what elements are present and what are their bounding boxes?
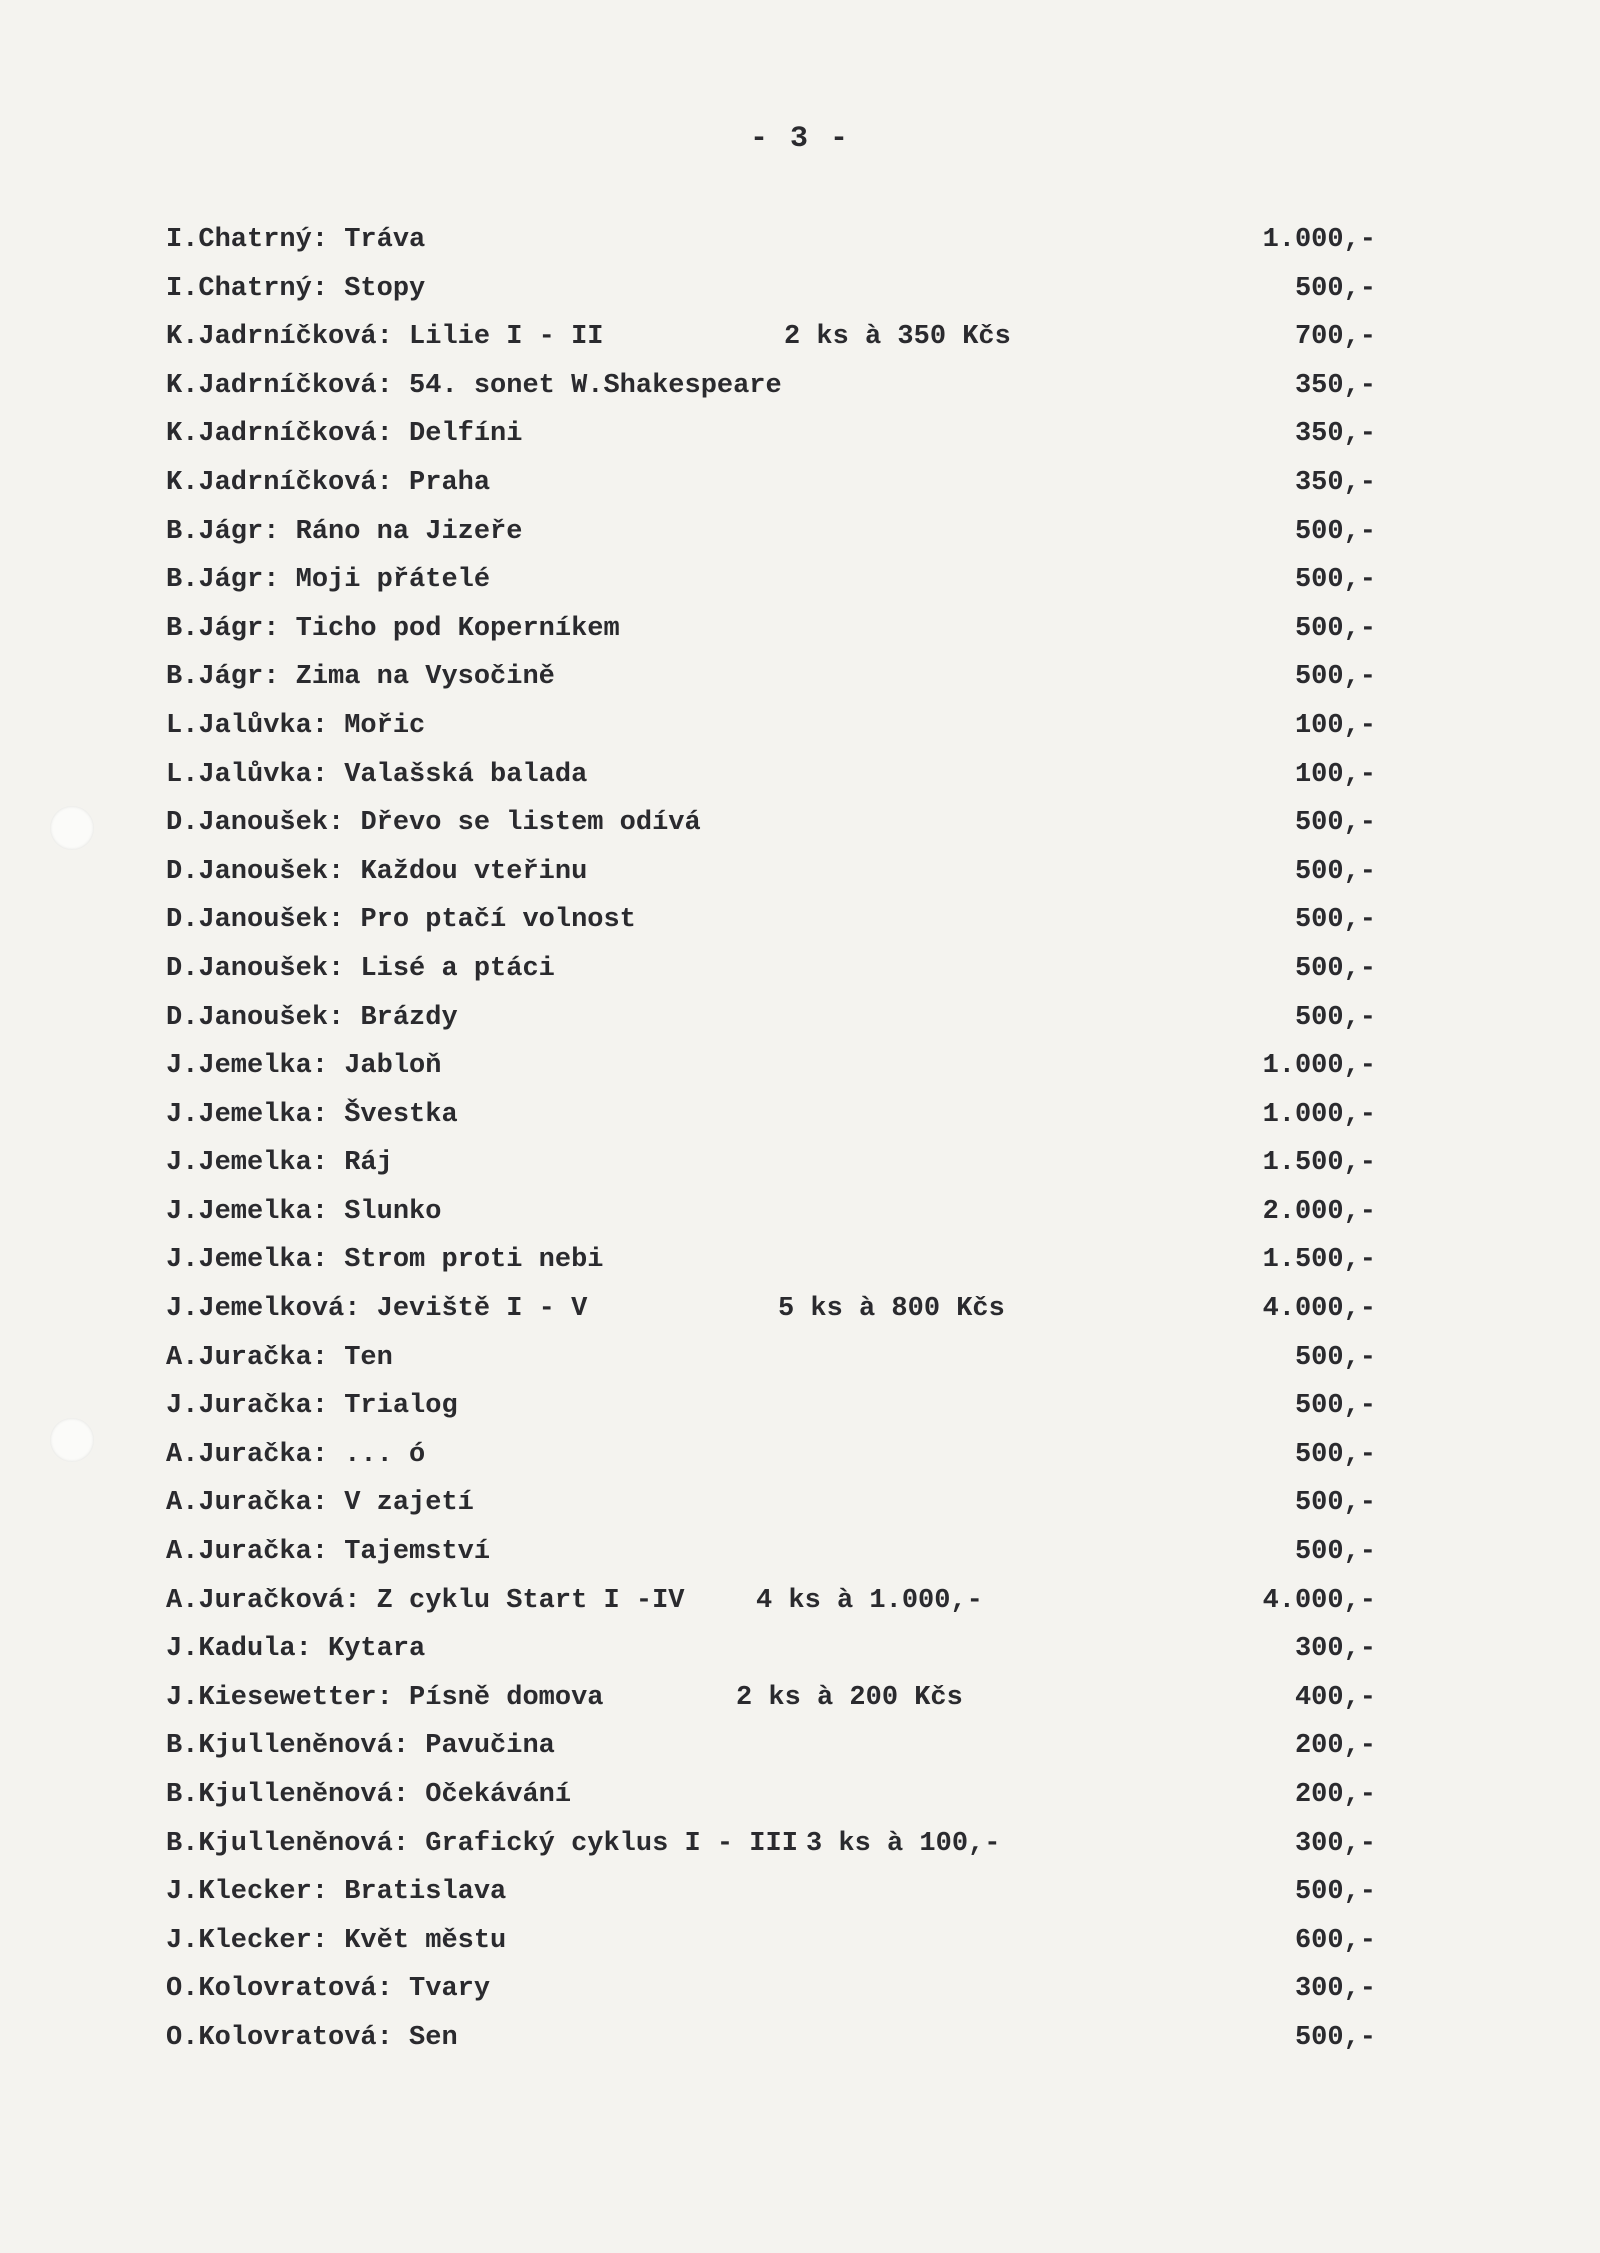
artist-name: J.Jemelka: <box>166 1051 345 1082</box>
list-item <box>166 1042 1376 1091</box>
artwork-title: Květ městu <box>344 1925 507 1956</box>
list-item <box>166 1577 1376 1626</box>
artwork-title: Trialog <box>344 1391 458 1422</box>
artwork-title: Jabloň <box>344 1051 442 1082</box>
price-value: 1.000,- <box>1262 1099 1376 1130</box>
list-item <box>166 1528 1376 1577</box>
artist-name: B.Jágr: <box>166 565 296 596</box>
list-item <box>166 1139 1376 1188</box>
artwork-title: Očekávání <box>425 1780 572 1810</box>
artist-name: J.Jemelka: <box>166 1196 345 1227</box>
list-item <box>166 653 1376 702</box>
artist-name: D.Janoušek: <box>166 808 361 839</box>
price-value: 4.000,- <box>1262 1585 1376 1616</box>
artist-name: A.Juračka: <box>166 1488 345 1519</box>
price-value: 1.500,- <box>1262 1148 1376 1179</box>
artwork-title: Delfíni <box>409 419 523 450</box>
artist-name: J.Jemelka: <box>166 1099 345 1130</box>
quantity-note: 2 ks à 350 Kčs <box>784 322 1011 353</box>
price-list <box>166 216 1376 2063</box>
price-value: 300,- <box>1294 1828 1376 1859</box>
list-item <box>166 994 1376 1043</box>
list-item <box>166 1722 1376 1771</box>
artist-name: K.Jadrníčková: <box>166 322 410 353</box>
artwork-title: Z cyklu Start I -IV <box>376 1585 685 1616</box>
artist-name: L.Jalůvka: <box>166 710 345 741</box>
list-item <box>166 1965 1376 2014</box>
artist-name: A.Juračka: <box>166 1439 345 1470</box>
artwork-title: Strom proti nebi <box>344 1245 604 1276</box>
punch-hole-mark <box>50 1418 94 1462</box>
artwork-title: Pro ptačí volnost <box>360 905 636 936</box>
artwork-title: V zajetí <box>344 1488 474 1519</box>
price-value: 500,- <box>1294 516 1376 547</box>
artwork-title: Sen <box>409 2022 458 2053</box>
artwork-title: Grafický cyklus I - III <box>425 1828 798 1859</box>
list-item <box>166 896 1376 945</box>
list-item <box>166 2014 1376 2063</box>
list-item <box>166 1431 1376 1480</box>
price-value: 500,- <box>1294 953 1376 984</box>
list-item <box>166 702 1376 751</box>
price-value: 1.500,- <box>1262 1245 1376 1276</box>
price-value: 500,- <box>1294 1391 1376 1422</box>
artist-name: J.Kadula: <box>166 1634 329 1665</box>
artist-name: J.Jemelka: <box>166 1148 345 1179</box>
artist-name: B.Jágr: <box>166 662 296 693</box>
artist-name: O.Kolovratová: <box>166 1974 410 2005</box>
price-value: 600,- <box>1294 1925 1376 1956</box>
list-item <box>166 1382 1376 1431</box>
list-item <box>166 265 1376 314</box>
price-value: 100,- <box>1294 759 1376 790</box>
list-item <box>166 313 1376 362</box>
list-item <box>166 605 1376 654</box>
list-item <box>166 1674 1376 1723</box>
artwork-title: Praha <box>409 467 491 498</box>
artist-name: B.Kjulleněnová: <box>166 1731 426 1762</box>
price-value: 400,- <box>1294 1682 1376 1713</box>
artwork-title: Mořic <box>344 710 426 741</box>
artwork-title: Švestka <box>344 1099 458 1130</box>
artwork-title: Ráj <box>344 1148 393 1179</box>
price-value: 500,- <box>1294 1002 1376 1033</box>
list-item <box>166 1820 1376 1869</box>
artwork-title: Moji přátelé <box>295 565 491 596</box>
artist-name: I.Chatrný: <box>166 273 345 304</box>
artwork-title: Tráva <box>344 225 426 255</box>
price-value: 500,- <box>1294 1877 1376 1908</box>
artwork-title: Stopy <box>344 273 426 304</box>
artwork-title: Jeviště I - V <box>376 1294 588 1325</box>
artwork-title: Ticho pod Koperníkem <box>295 613 620 644</box>
price-value: 350,- <box>1294 370 1376 401</box>
price-value: 4.000,- <box>1262 1294 1376 1325</box>
price-value: 500,- <box>1294 1488 1376 1519</box>
artwork-title: Brázdy <box>360 1002 458 1033</box>
list-item <box>166 508 1376 557</box>
artist-name: A.Juračková: <box>166 1585 377 1616</box>
price-value: 350,- <box>1294 419 1376 450</box>
price-value: 1.000,- <box>1262 1051 1376 1082</box>
artwork-title: Pavučina <box>425 1731 555 1762</box>
artwork-title: Ráno na Jizeře <box>295 516 523 547</box>
list-item <box>166 1236 1376 1285</box>
quantity-note: 4 ks à 1.000,- <box>756 1585 983 1616</box>
artwork-title: Bratislava <box>344 1877 507 1908</box>
artist-name: K.Jadrníčková: <box>166 419 410 450</box>
artwork-title: Kytara <box>328 1634 426 1665</box>
price-value: 500,- <box>1294 808 1376 839</box>
list-item <box>166 799 1376 848</box>
artist-name: L.Jalůvka: <box>166 759 345 790</box>
price-value: 300,- <box>1294 1974 1376 2005</box>
artist-name: A.Juračka: <box>166 1537 345 1568</box>
list-item <box>166 362 1376 411</box>
artist-name: J.Juračka: <box>166 1391 345 1422</box>
list-item <box>166 848 1376 897</box>
price-value: 500,- <box>1294 613 1376 644</box>
artwork-title: ... ó <box>344 1439 426 1470</box>
list-item <box>166 556 1376 605</box>
price-value: 200,- <box>1294 1780 1376 1810</box>
artist-name: I.Chatrný: <box>166 225 345 255</box>
artwork-title: 54. sonet W.Shakespeare <box>409 370 782 401</box>
list-item <box>166 1917 1376 1966</box>
price-value: 500,- <box>1294 905 1376 936</box>
price-value: 300,- <box>1294 1634 1376 1665</box>
list-item <box>166 945 1376 994</box>
artwork-title: Slunko <box>344 1196 442 1227</box>
artwork-title: Lisé a ptáci <box>360 953 555 984</box>
price-value: 500,- <box>1294 565 1376 596</box>
price-value: 500,- <box>1294 856 1376 887</box>
price-value: 350,- <box>1294 467 1376 498</box>
list-item <box>166 1868 1376 1917</box>
price-value: 2.000,- <box>1262 1196 1376 1227</box>
list-item <box>166 1188 1376 1237</box>
price-value: 100,- <box>1294 710 1376 741</box>
price-value: 200,- <box>1294 1731 1376 1762</box>
artist-name: D.Janoušek: <box>166 1002 361 1033</box>
artist-name: B.Kjulleněnová: <box>166 1828 426 1859</box>
price-value: 500,- <box>1294 1439 1376 1470</box>
artist-name: D.Janoušek: <box>166 953 361 984</box>
artist-name: B.Jágr: <box>166 516 296 547</box>
artwork-title: Tajemství <box>344 1537 491 1568</box>
list-item <box>166 1479 1376 1528</box>
price-value: 500,- <box>1294 273 1376 304</box>
punch-hole-mark <box>50 806 94 850</box>
artwork-title: Ten <box>344 1342 393 1373</box>
list-item <box>166 410 1376 459</box>
price-value: 700,- <box>1294 322 1376 353</box>
artwork-title: Každou vteřinu <box>360 856 588 887</box>
price-value: 500,- <box>1294 1342 1376 1373</box>
artwork-title: Dřevo se listem odívá <box>360 808 701 839</box>
list-item <box>166 1771 1376 1820</box>
artwork-title: Valašská balada <box>344 759 588 790</box>
price-value: 500,- <box>1294 1537 1376 1568</box>
artist-name: J.Kiesewetter: <box>166 1682 410 1713</box>
artwork-title: Písně domova <box>409 1682 604 1713</box>
quantity-note: 5 ks à 800 Kčs <box>778 1294 1005 1325</box>
list-item <box>166 1334 1376 1383</box>
list-item <box>166 459 1376 508</box>
artist-name: B.Jágr: <box>166 613 296 644</box>
artwork-title: Zima na Vysočině <box>295 662 555 693</box>
artist-name: K.Jadrníčková: <box>166 467 410 498</box>
quantity-note: 2 ks à 200 Kčs <box>736 1682 963 1713</box>
artist-name: J.Jemelka: <box>166 1245 345 1276</box>
list-item <box>166 1285 1376 1334</box>
list-item <box>166 751 1376 800</box>
artist-name: D.Janoušek: <box>166 905 361 936</box>
list-item <box>166 216 1376 265</box>
quantity-note: 3 ks à 100,- <box>806 1828 1001 1859</box>
page-number: - 3 - <box>749 122 850 156</box>
artist-name: J.Jemelková: <box>166 1294 377 1325</box>
artist-name: J.Klecker: <box>166 1877 345 1908</box>
artist-name: B.Kjulleněnová: <box>166 1780 426 1810</box>
price-value: 500,- <box>1294 2022 1376 2053</box>
artist-name: J.Klecker: <box>166 1925 345 1956</box>
artist-name: O.Kolovratová: <box>166 2022 410 2053</box>
artist-name: K.Jadrníčková: <box>166 370 410 401</box>
price-value: 1.000,- <box>1262 225 1376 255</box>
artist-name: A.Juračka: <box>166 1342 345 1373</box>
price-value: 500,- <box>1294 662 1376 693</box>
artist-name: D.Janoušek: <box>166 856 361 887</box>
list-item <box>166 1091 1376 1140</box>
artwork-title: Tvary <box>409 1974 491 2005</box>
list-item <box>166 1625 1376 1674</box>
artwork-title: Lilie I - II <box>409 322 604 353</box>
